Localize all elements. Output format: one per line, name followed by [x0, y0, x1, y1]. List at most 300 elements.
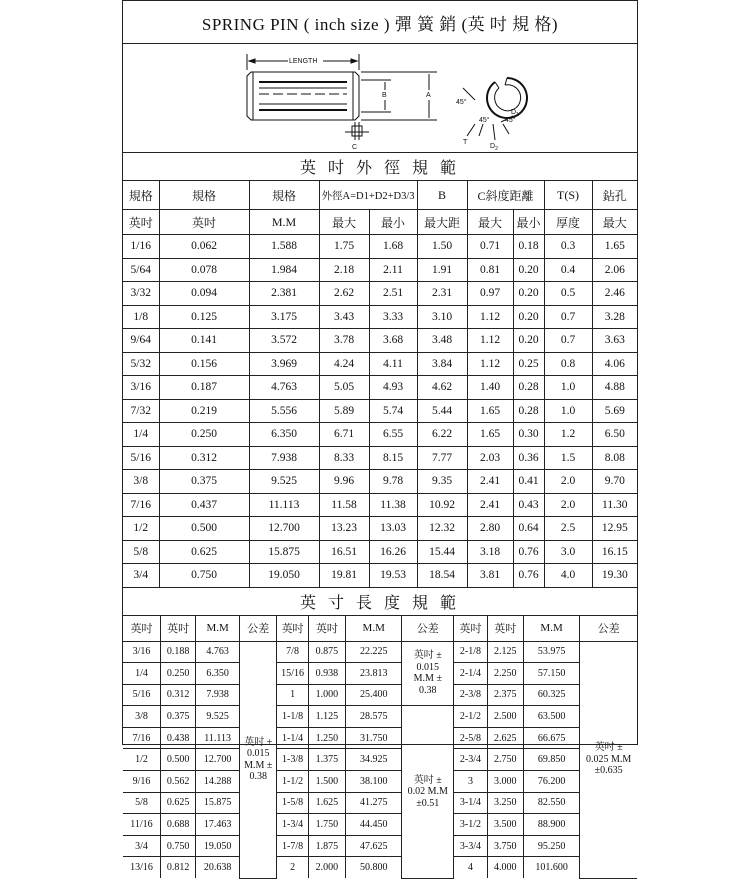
- table-cell: 18.54: [417, 564, 467, 588]
- table-cell: 2.0: [544, 470, 592, 494]
- table-cell: 22.225: [346, 641, 402, 663]
- spec-sheet: [122, 0, 638, 874]
- table-cell: 0.125: [159, 305, 249, 329]
- table-cell: 2-1/2: [454, 706, 487, 728]
- table-cell: 9.525: [249, 470, 319, 494]
- tolerance-line: 英吋 ±: [413, 774, 442, 786]
- table-cell: 5.556: [249, 399, 319, 423]
- table-cell: 50.800: [346, 857, 402, 878]
- table-cell: 1.12: [467, 305, 513, 329]
- table-cell: 1.2: [544, 423, 592, 447]
- table-cell: 11.113: [196, 727, 240, 749]
- table-cell: 1/2: [123, 517, 159, 541]
- table-row: [123, 470, 637, 494]
- table-cell: 5.44: [417, 399, 467, 423]
- table-cell: 1.65: [467, 399, 513, 423]
- table-cell: 28.575: [346, 706, 402, 728]
- a-label: A: [426, 92, 431, 99]
- outer-diameter-table: [123, 181, 637, 588]
- table-cell: 19.81: [319, 564, 369, 588]
- outer-subheader-cell: 最大距: [417, 210, 467, 235]
- table-cell: 15.44: [417, 540, 467, 564]
- table-cell: 9.70: [592, 470, 637, 494]
- table-cell: 11/16: [123, 814, 160, 836]
- table-cell: 3/4: [123, 835, 160, 857]
- table-cell: 13.03: [369, 517, 417, 541]
- tolerance-line: ±0.51: [416, 797, 440, 809]
- table-cell: 2-1/8: [454, 641, 487, 663]
- tolerance-line: M.M ±: [244, 759, 273, 771]
- table-row: [123, 423, 637, 447]
- length-header-cell: 公差: [240, 616, 277, 642]
- outer-subheader-cell: 最大: [592, 210, 637, 235]
- table-cell: 0.3: [544, 235, 592, 259]
- table-cell: 3-3/4: [454, 835, 487, 857]
- table-cell: 2.06: [592, 258, 637, 282]
- table-cell: 0.141: [159, 329, 249, 353]
- d1-label: $D_1$: [511, 109, 519, 118]
- table-cell: 1/4: [123, 423, 159, 447]
- table-cell: 1.65: [592, 235, 637, 259]
- table-cell: 0.312: [159, 446, 249, 470]
- table-cell: 63.500: [524, 706, 580, 728]
- length-header-cell: M.M: [196, 616, 240, 642]
- tolerance-line: 0.025 M.M: [585, 753, 632, 765]
- outer-header-row-1: [123, 181, 637, 210]
- table-cell: 0.81: [467, 258, 513, 282]
- pin-body: [247, 72, 359, 120]
- table-cell: 0.078: [159, 258, 249, 282]
- table-cell: 3.000: [487, 771, 523, 793]
- table-cell: 2.11: [369, 258, 417, 282]
- tolerance-cell: [580, 641, 637, 878]
- table-cell: 3-1/4: [454, 792, 487, 814]
- table-cell: 20.638: [196, 857, 240, 878]
- table-cell: 12.32: [417, 517, 467, 541]
- table-cell: 1.625: [308, 792, 345, 814]
- table-cell: 11.30: [592, 493, 637, 517]
- tolerance-cell: [240, 641, 277, 878]
- table-cell: 0.64: [513, 517, 544, 541]
- outer-header-cell: 規格: [249, 181, 319, 210]
- table-cell: 41.275: [346, 792, 402, 814]
- table-cell: 1.50: [417, 235, 467, 259]
- table-cell: 0.20: [513, 258, 544, 282]
- table-row: [123, 663, 637, 685]
- table-cell: 57.150: [524, 663, 580, 685]
- table-cell: 0.750: [159, 564, 249, 588]
- table-cell: 1.588: [249, 235, 319, 259]
- tolerance-cell: [402, 706, 454, 878]
- table-cell: 5.05: [319, 376, 369, 400]
- table-cell: 9.35: [417, 470, 467, 494]
- table-cell: 13.23: [319, 517, 369, 541]
- table-row: [123, 814, 637, 836]
- outer-header-cell: 外徑A=D1+D2+D3/3: [319, 181, 417, 210]
- table-cell: 101.600: [524, 857, 580, 878]
- table-cell: 88.900: [524, 814, 580, 836]
- table-cell: 1.750: [308, 814, 345, 836]
- table-cell: 2.500: [487, 706, 523, 728]
- table-cell: 2.000: [308, 857, 345, 878]
- table-cell: 7.77: [417, 446, 467, 470]
- table-cell: 9.78: [369, 470, 417, 494]
- table-cell: 31.750: [346, 727, 402, 749]
- table-cell: 1/16: [123, 235, 159, 259]
- table-row: [123, 771, 637, 793]
- table-cell: 0.28: [513, 376, 544, 400]
- length-header-cell: M.M: [346, 616, 402, 642]
- table-cell: 2.750: [487, 749, 523, 771]
- length-label: LENGTH: [289, 58, 318, 65]
- table-cell: 1.875: [308, 835, 345, 857]
- table-cell: 3/16: [123, 376, 159, 400]
- table-cell: 7/16: [123, 727, 160, 749]
- table-cell: 2.250: [487, 663, 523, 685]
- table-cell: 0.812: [160, 857, 195, 878]
- outer-header-cell: T(S): [544, 181, 592, 210]
- table-cell: 3.969: [249, 352, 319, 376]
- table-cell: 25.400: [346, 684, 402, 706]
- table-cell: 1.68: [369, 235, 417, 259]
- table-cell: 0.375: [160, 706, 195, 728]
- tolerance-line: M.M ±: [413, 673, 442, 685]
- table-row: [123, 376, 637, 400]
- table-cell: 0.312: [160, 684, 195, 706]
- table-cell: 6.50: [592, 423, 637, 447]
- table-cell: 95.250: [524, 835, 580, 857]
- table-cell: 76.200: [524, 771, 580, 793]
- t-label: T: [463, 139, 468, 146]
- table-row: [123, 564, 637, 588]
- table-cell: 13/16: [123, 857, 160, 878]
- table-cell: 1.65: [467, 423, 513, 447]
- table-cell: 3.10: [417, 305, 467, 329]
- length-header-row: [123, 616, 637, 642]
- table-cell: 0.8: [544, 352, 592, 376]
- outer-subheader-cell: 最小: [369, 210, 417, 235]
- angle-label-1: 45°: [456, 99, 467, 106]
- table-cell: 0.938: [308, 663, 345, 685]
- table-cell: 16.26: [369, 540, 417, 564]
- outer-subheader-cell: 最大: [319, 210, 369, 235]
- table-cell: 2-1/4: [454, 663, 487, 685]
- table-cell: 1.5: [544, 446, 592, 470]
- table-cell: 34.925: [346, 749, 402, 771]
- table-cell: 4.06: [592, 352, 637, 376]
- length-header-cell: 英吋: [160, 616, 195, 642]
- table-cell: 3.750: [487, 835, 523, 857]
- table-cell: 1.125: [308, 706, 345, 728]
- table-cell: 1-3/4: [277, 814, 308, 836]
- d2-label: $D_2$: [490, 143, 498, 152]
- table-cell: 1-1/4: [277, 727, 308, 749]
- table-cell: 0.688: [160, 814, 195, 836]
- table-cell: 14.288: [196, 771, 240, 793]
- table-cell: 3/8: [123, 706, 160, 728]
- table-cell: 1/8: [123, 305, 159, 329]
- length-heading: 英 寸 長 度 規 範: [123, 588, 637, 616]
- table-row: [123, 835, 637, 857]
- table-cell: 5/8: [123, 540, 159, 564]
- table-cell: 2.03: [467, 446, 513, 470]
- table-cell: 1.12: [467, 329, 513, 353]
- table-cell: 0.43: [513, 493, 544, 517]
- table-cell: 6.350: [249, 423, 319, 447]
- table-cell: 11.58: [319, 493, 369, 517]
- table-cell: 2.31: [417, 282, 467, 306]
- table-row: [123, 684, 637, 706]
- table-cell: 4.24: [319, 352, 369, 376]
- table-cell: 5/32: [123, 352, 159, 376]
- table-cell: 6.350: [196, 663, 240, 685]
- tolerance-cell: [402, 641, 454, 706]
- table-row: [123, 727, 637, 749]
- table-cell: 1.40: [467, 376, 513, 400]
- table-cell: 19.050: [249, 564, 319, 588]
- table-row: [123, 749, 637, 771]
- table-cell: 2.46: [592, 282, 637, 306]
- length-header-cell: 英吋: [487, 616, 523, 642]
- table-cell: 0.250: [160, 663, 195, 685]
- table-cell: 11.113: [249, 493, 319, 517]
- table-cell: 5/16: [123, 446, 159, 470]
- table-cell: 0.437: [159, 493, 249, 517]
- table-row: [123, 493, 637, 517]
- table-cell: 1.91: [417, 258, 467, 282]
- table-cell: 0.30: [513, 423, 544, 447]
- table-cell: 2.18: [319, 258, 369, 282]
- table-cell: 38.100: [346, 771, 402, 793]
- table-cell: 1.0: [544, 376, 592, 400]
- table-cell: 3.81: [467, 564, 513, 588]
- table-cell: 0.375: [159, 470, 249, 494]
- angle-label-2: 45°: [479, 117, 490, 124]
- table-cell: 3/4: [123, 564, 159, 588]
- table-cell: 1: [277, 684, 308, 706]
- table-cell: 1-5/8: [277, 792, 308, 814]
- table-cell: 0.41: [513, 470, 544, 494]
- table-cell: 0.18: [513, 235, 544, 259]
- table-cell: 0.875: [308, 641, 345, 663]
- table-cell: 12.700: [249, 517, 319, 541]
- outer-subheader-cell: 英吋: [123, 210, 159, 235]
- length-header-cell: 公差: [580, 616, 637, 642]
- table-cell: 0.7: [544, 305, 592, 329]
- table-cell: 0.625: [160, 792, 195, 814]
- table-cell: 0.500: [160, 749, 195, 771]
- table-cell: 3.78: [319, 329, 369, 353]
- table-cell: 0.25: [513, 352, 544, 376]
- table-cell: 4.93: [369, 376, 417, 400]
- table-cell: 19.30: [592, 564, 637, 588]
- tolerance-line: 0.015: [246, 748, 270, 760]
- table-cell: 2: [277, 857, 308, 878]
- table-cell: 3-1/2: [454, 814, 487, 836]
- table-cell: 3.33: [369, 305, 417, 329]
- table-cell: 66.675: [524, 727, 580, 749]
- table-cell: 0.219: [159, 399, 249, 423]
- table-cell: 5/8: [123, 792, 160, 814]
- table-cell: 4.88: [592, 376, 637, 400]
- table-cell: 2.80: [467, 517, 513, 541]
- c-label: C: [352, 144, 358, 151]
- length-table-body: [123, 641, 637, 878]
- table-cell: 0.750: [160, 835, 195, 857]
- table-cell: 0.20: [513, 305, 544, 329]
- outer-table-body: [123, 235, 637, 588]
- table-cell: 0.4: [544, 258, 592, 282]
- spring-pin-diagram: [123, 44, 637, 153]
- table-row: [123, 792, 637, 814]
- outer-header-cell: 鉆孔: [592, 181, 637, 210]
- outer-subheader-cell: 最小: [513, 210, 544, 235]
- outer-header-cell: 規格: [123, 181, 159, 210]
- tolerance-line: 英吋 ±: [594, 742, 623, 754]
- outer-subheader-cell: 英吋: [159, 210, 249, 235]
- table-cell: 2.62: [319, 282, 369, 306]
- table-cell: 1-7/8: [277, 835, 308, 857]
- table-cell: 3/16: [123, 641, 160, 663]
- table-cell: 8.08: [592, 446, 637, 470]
- table-cell: 0.500: [159, 517, 249, 541]
- table-cell: 1.000: [308, 684, 345, 706]
- outer-header-cell: B: [417, 181, 467, 210]
- table-cell: 10.92: [417, 493, 467, 517]
- table-cell: 1.12: [467, 352, 513, 376]
- outer-header-cell: 規格: [159, 181, 249, 210]
- table-cell: 2-3/4: [454, 749, 487, 771]
- length-header-cell: 英吋: [308, 616, 345, 642]
- table-cell: 0.71: [467, 235, 513, 259]
- table-cell: 3.48: [417, 329, 467, 353]
- table-cell: 5.74: [369, 399, 417, 423]
- table-cell: 9/16: [123, 771, 160, 793]
- table-cell: 1-1/2: [277, 771, 308, 793]
- length-header-cell: 英吋: [123, 616, 160, 642]
- table-cell: 3.84: [417, 352, 467, 376]
- b-label: B: [382, 92, 387, 99]
- outer-subheader-cell: 最大: [467, 210, 513, 235]
- table-cell: 1/4: [123, 663, 160, 685]
- table-row: [123, 305, 637, 329]
- length-header-cell: 英吋: [454, 616, 487, 642]
- table-cell: 1-1/8: [277, 706, 308, 728]
- table-cell: 2.5: [544, 517, 592, 541]
- tolerance-line: 英吋 ±: [244, 736, 273, 748]
- table-cell: 3: [454, 771, 487, 793]
- table-cell: 3.28: [592, 305, 637, 329]
- table-cell: 0.438: [160, 727, 195, 749]
- table-cell: 11.38: [369, 493, 417, 517]
- table-row: [123, 857, 637, 878]
- table-cell: 1.0: [544, 399, 592, 423]
- diagram-svg: [123, 44, 637, 152]
- table-cell: 0.76: [513, 540, 544, 564]
- table-cell: 60.325: [524, 684, 580, 706]
- table-cell: 9.525: [196, 706, 240, 728]
- table-cell: 7/16: [123, 493, 159, 517]
- table-cell: 0.97: [467, 282, 513, 306]
- table-cell: 0.625: [159, 540, 249, 564]
- length-table: [123, 616, 637, 879]
- table-cell: 3.0: [544, 540, 592, 564]
- table-cell: 2-3/8: [454, 684, 487, 706]
- table-row: [123, 540, 637, 564]
- table-cell: 0.20: [513, 329, 544, 353]
- table-cell: 0.562: [160, 771, 195, 793]
- tolerance-line: 0.015: [416, 661, 440, 673]
- table-cell: 2.41: [467, 470, 513, 494]
- table-cell: 7.938: [249, 446, 319, 470]
- table-cell: 8.15: [369, 446, 417, 470]
- table-cell: 8.33: [319, 446, 369, 470]
- table-cell: 1.75: [319, 235, 369, 259]
- table-cell: 3.63: [592, 329, 637, 353]
- table-row: [123, 282, 637, 306]
- table-cell: 3.175: [249, 305, 319, 329]
- table-cell: 4.0: [544, 564, 592, 588]
- page-title: SPRING PIN ( inch size ) 彈 簧 銷 (英 吋 規 格): [123, 1, 637, 44]
- table-cell: 5/64: [123, 258, 159, 282]
- tolerance-line: 0.02 M.M: [407, 786, 448, 798]
- table-cell: 7/8: [277, 641, 308, 663]
- table-cell: 0.28: [513, 399, 544, 423]
- table-row: [123, 446, 637, 470]
- angle-label-3: 45°: [505, 117, 516, 124]
- table-row: [123, 706, 637, 728]
- table-cell: 3.250: [487, 792, 523, 814]
- outer-diameter-heading: 英 吋 外 徑 規 範: [123, 153, 637, 181]
- table-cell: 2.375: [487, 684, 523, 706]
- table-cell: 15/16: [277, 663, 308, 685]
- table-cell: 0.76: [513, 564, 544, 588]
- outer-header-row-2: [123, 210, 637, 235]
- table-cell: 4.763: [196, 641, 240, 663]
- table-cell: 0.187: [159, 376, 249, 400]
- tolerance-line: ±0.635: [594, 765, 623, 777]
- table-cell: 0.062: [159, 235, 249, 259]
- table-cell: 3.43: [319, 305, 369, 329]
- table-cell: 5.69: [592, 399, 637, 423]
- table-cell: 2.51: [369, 282, 417, 306]
- table-cell: 1.250: [308, 727, 345, 749]
- table-cell: 4.763: [249, 376, 319, 400]
- table-cell: 2.41: [467, 493, 513, 517]
- table-cell: 3/32: [123, 282, 159, 306]
- table-cell: 47.625: [346, 835, 402, 857]
- table-cell: 2-5/8: [454, 727, 487, 749]
- table-cell: 12.95: [592, 517, 637, 541]
- table-cell: 9.96: [319, 470, 369, 494]
- table-row: [123, 352, 637, 376]
- table-cell: 4.000: [487, 857, 523, 878]
- tolerance-line: 0.38: [249, 771, 267, 783]
- table-row: [123, 235, 637, 259]
- table-cell: 6.55: [369, 423, 417, 447]
- table-cell: 2.0: [544, 493, 592, 517]
- table-cell: 9/64: [123, 329, 159, 353]
- table-cell: 1/2: [123, 749, 160, 771]
- outer-header-cell: C斜度距離: [467, 181, 544, 210]
- table-cell: 1.984: [249, 258, 319, 282]
- table-cell: 23.813: [346, 663, 402, 685]
- table-cell: 3.18: [467, 540, 513, 564]
- table-cell: 2.381: [249, 282, 319, 306]
- length-header-cell: 英吋: [277, 616, 308, 642]
- table-cell: 0.36: [513, 446, 544, 470]
- table-cell: 0.7: [544, 329, 592, 353]
